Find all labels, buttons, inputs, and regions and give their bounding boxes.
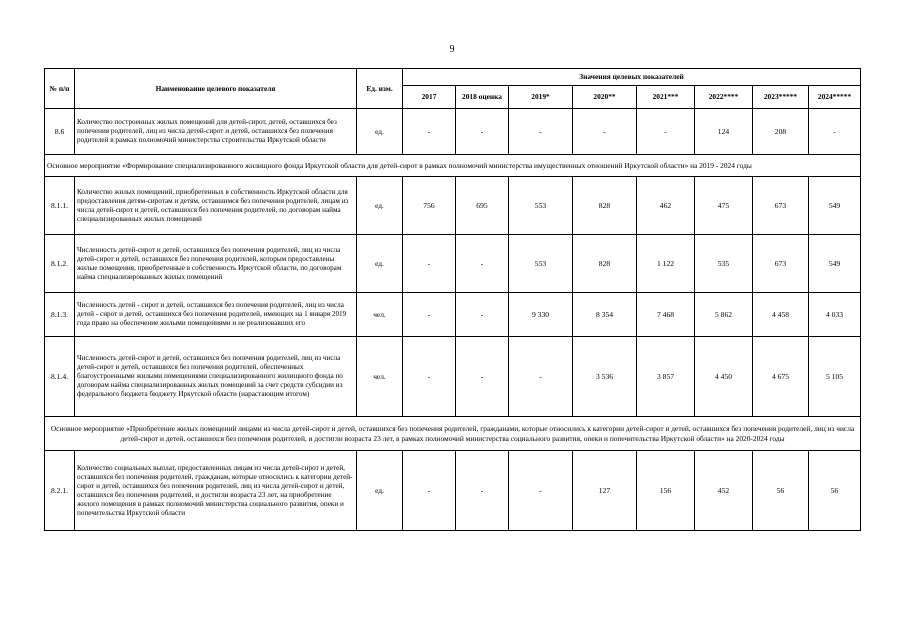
row-value: - <box>509 109 573 155</box>
section-title: Основное мероприятие «Формирование специализированного жилищного фонда Иркутской области для детей-сирот в рамках полномочий министерства имущественных отношений Иркутской области» на 2019 - 2024 годы <box>45 155 861 177</box>
row-value: 3 536 <box>573 337 637 417</box>
row-value: 124 <box>695 109 753 155</box>
row-name: Численность детей-сирот и детей, оставшихся без попечения родителей, лиц из числа детей-сирот и детей, оставшихся без попечения родителей, которым предоставлены жилые помещения, приобретенные в собственность Иркутской области, по договорам найма специализированных жилых помещений <box>75 235 357 293</box>
row-value: - <box>456 293 509 337</box>
row-unit: ед. <box>357 451 403 531</box>
row-value: - <box>809 109 861 155</box>
table-body <box>45 109 861 531</box>
section-row <box>45 155 861 177</box>
row-value: - <box>403 109 456 155</box>
row-value: 553 <box>509 177 573 235</box>
row-value: 462 <box>637 177 695 235</box>
row-unit: чел. <box>357 293 403 337</box>
row-value: - <box>403 451 456 531</box>
table-row <box>45 109 861 155</box>
table-header <box>45 69 861 109</box>
row-unit: ед. <box>357 109 403 155</box>
row-unit: ед. <box>357 235 403 293</box>
header-year: 2017 <box>403 86 456 109</box>
row-value: - <box>403 235 456 293</box>
header-year: 2023***** <box>753 86 809 109</box>
row-value: 452 <box>695 451 753 531</box>
row-value: 828 <box>573 235 637 293</box>
header-name: Наименование целевого показателя <box>75 69 357 109</box>
row-value: 5 105 <box>809 337 861 417</box>
table-row <box>45 337 861 417</box>
row-code: 8.1.3. <box>45 293 75 337</box>
header-values: Значения целевых показателей <box>403 69 861 86</box>
row-value: 3 857 <box>637 337 695 417</box>
header-year: 2024***** <box>809 86 861 109</box>
row-value: - <box>403 337 456 417</box>
row-value: 4 450 <box>695 337 753 417</box>
row-value: 127 <box>573 451 637 531</box>
row-value: 4 675 <box>753 337 809 417</box>
indicators-table <box>44 68 861 531</box>
row-value: - <box>509 337 573 417</box>
header-num: № п/п <box>45 69 75 109</box>
row-value: - <box>456 451 509 531</box>
row-name: Количество построенных жилых помещений для детей-сирот, детей, оставшихся без попечения родителей, лиц из числа детей-сирот и детей, оставшихся без попечения родителей в рамках полномочий министерства строительства Иркутской области <box>75 109 357 155</box>
row-value: 673 <box>753 235 809 293</box>
row-value: 4 033 <box>809 293 861 337</box>
row-value: - <box>456 337 509 417</box>
row-value: 8 354 <box>573 293 637 337</box>
table-row <box>45 235 861 293</box>
header-unit: Ед. изм. <box>357 69 403 109</box>
section-title: Основное мероприятие «Приобретение жилых помещений лицами из числа детей-сирот и детей, оставшихся без попечения родителей, гражданами, которые относились к категории детей-сирот и детей, оставшихся без попечения родителей, лиц из числа детей-сирот и детей, оставшихся без попечения родителей, и достигли возраста 23 лет, в рамках полномочий министерства социального развития, опеки и попечительства Иркутской области» на 2020-2024 годы <box>45 417 861 451</box>
table-row <box>45 293 861 337</box>
row-value: 535 <box>695 235 753 293</box>
header-year: 2020** <box>573 86 637 109</box>
row-code: 8.6 <box>45 109 75 155</box>
row-name: Численность детей - сирот и детей, оставшихся без попечения родителей, лиц из числа детей - сирот и детей, оставшихся без попечения родителей, имеющих на 1 января 2019 года право на обеспечение жилыми помещениями и не реализовавших его <box>75 293 357 337</box>
header-year: 2022**** <box>695 86 753 109</box>
row-value: 756 <box>403 177 456 235</box>
row-value: 56 <box>753 451 809 531</box>
row-value: - <box>456 109 509 155</box>
row-name: Количество жилых помещений, приобретенных в собственность Иркутской области для предоставления детям-сиротам и детям, оставшимся без попечения родителей, лицам из числа детей-сирот и детей, оставшихся без попечения родителей, по договорам найма специализированных жилых помещений <box>75 177 357 235</box>
row-name: Численность детей-сирот и детей, оставшихся без попечения родителей, лиц из числа детей-сирот и детей, оставшихся без попечения родителей, обеспеченных благоустроенными жилыми помещениями специализированного жилищного фонда по договорам найма специализированных жилых помещений за счет средств субсидии из федерального бюджета бюджету Иркутской области (нарастающим итогом) <box>75 337 357 417</box>
row-value: 56 <box>809 451 861 531</box>
row-value: 7 468 <box>637 293 695 337</box>
header-year: 2019* <box>509 86 573 109</box>
row-value: 549 <box>809 235 861 293</box>
row-value: - <box>637 109 695 155</box>
row-value: 208 <box>753 109 809 155</box>
row-code: 8.1.2. <box>45 235 75 293</box>
row-value: 156 <box>637 451 695 531</box>
row-value: 673 <box>753 177 809 235</box>
row-code: 8.1.1. <box>45 177 75 235</box>
table-row <box>45 451 861 531</box>
header-year: 2018 оценка <box>456 86 509 109</box>
row-value: - <box>509 451 573 531</box>
row-code: 8.1.4. <box>45 337 75 417</box>
row-value: 1 122 <box>637 235 695 293</box>
row-name: Количество социальных выплат, предоставленных лицам из числа детей-сирот и детей, оставшихся без попечения родителей, гражданам, которые относились к категории детей-сирот и детей, оставшихся без попечения родителей, лиц из числа детей-сирот и детей, оставшихся без попечения родителей, и достигли возраста 23 лет, на приобретение жилого помещения в рамках полномочий министерства социального развития, опеки и попечительства Иркутской области <box>75 451 357 531</box>
row-value: 4 458 <box>753 293 809 337</box>
row-value: 695 <box>456 177 509 235</box>
page-number: 9 <box>449 44 455 55</box>
row-unit: ед. <box>357 177 403 235</box>
row-value: 9 330 <box>509 293 573 337</box>
row-value: - <box>456 235 509 293</box>
row-value: - <box>573 109 637 155</box>
row-value: 828 <box>573 177 637 235</box>
row-value: 5 862 <box>695 293 753 337</box>
row-value: 549 <box>809 177 861 235</box>
row-value: 553 <box>509 235 573 293</box>
row-unit: чел. <box>357 337 403 417</box>
header-year: 2021*** <box>637 86 695 109</box>
row-value: 475 <box>695 177 753 235</box>
section-row <box>45 417 861 451</box>
row-code: 8.2.1. <box>45 451 75 531</box>
table-row <box>45 177 861 235</box>
row-value: - <box>403 293 456 337</box>
